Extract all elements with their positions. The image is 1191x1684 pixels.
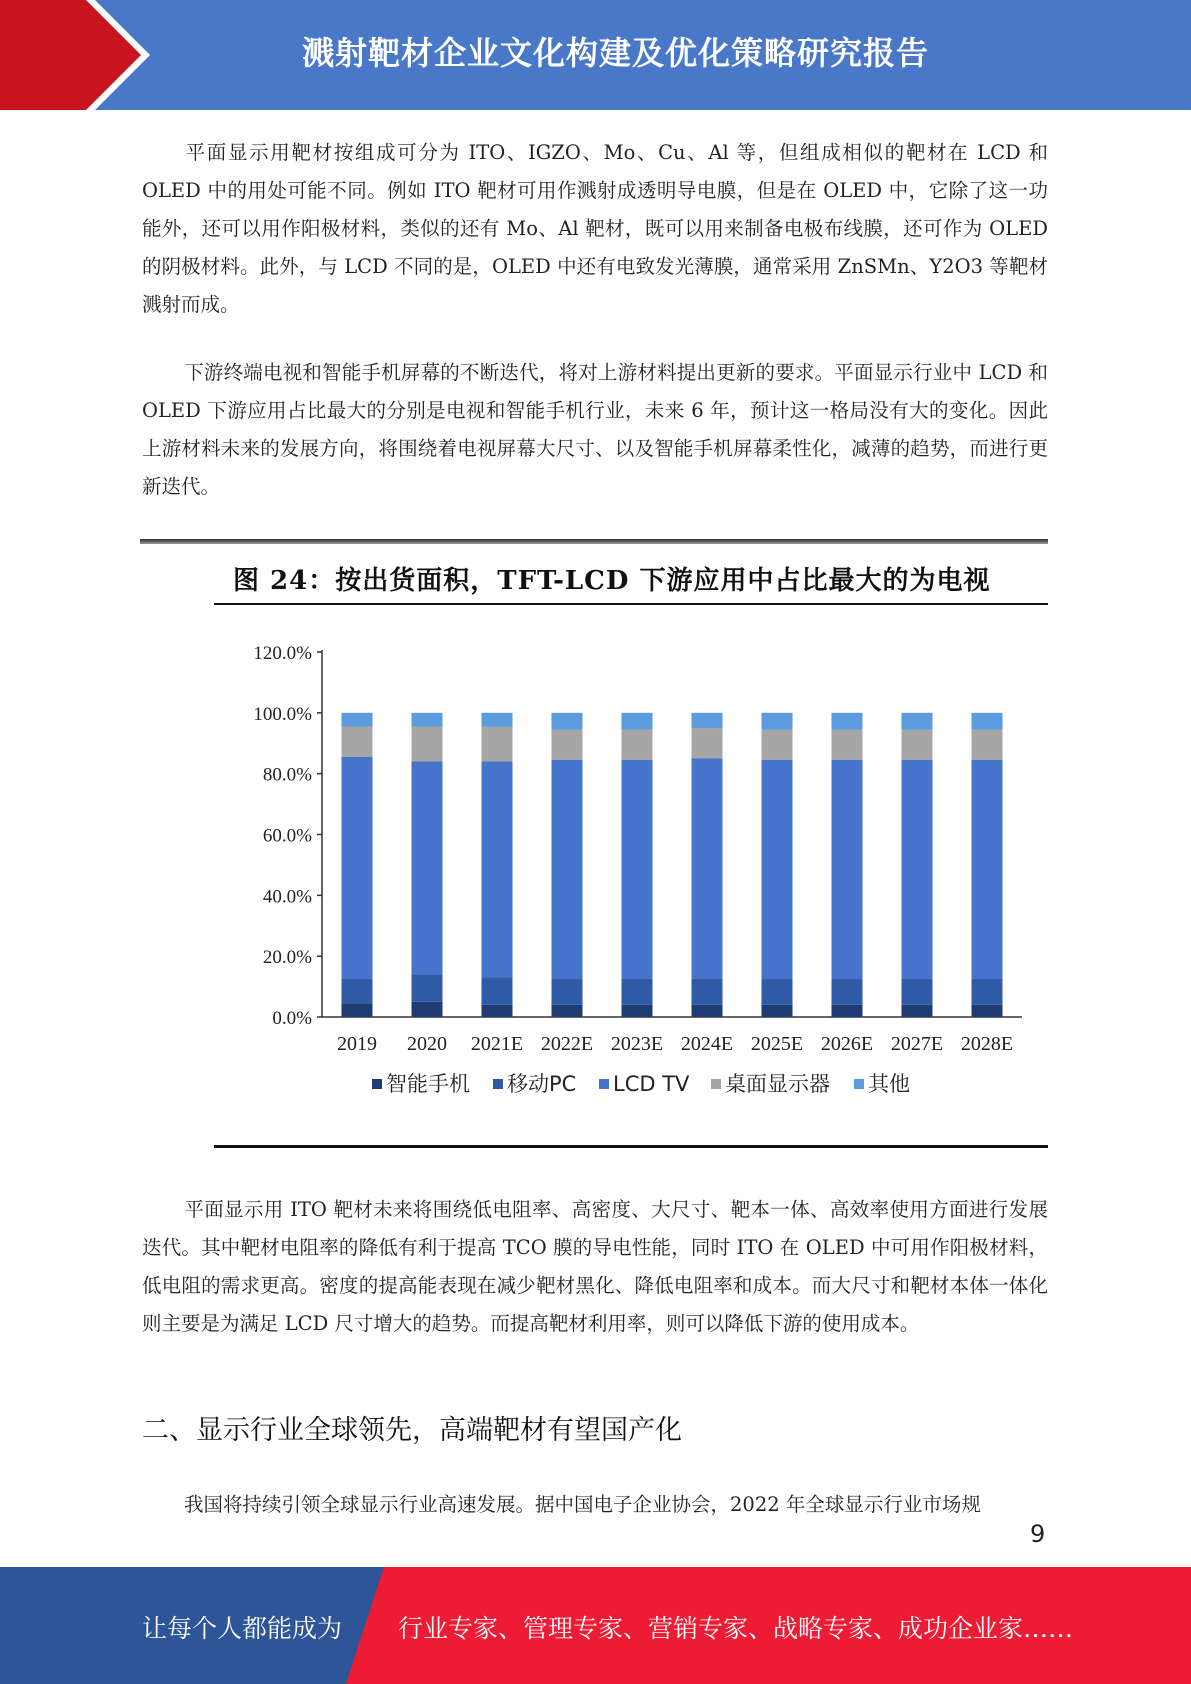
report-title: 溅射靶材企业文化构建及优化策略研究报告	[302, 34, 930, 72]
bar-segment	[552, 1005, 583, 1017]
figure-title-rule	[214, 603, 1048, 605]
paragraph-text: 下游终端电视和智能手机屏幕的不断迭代，将对上游材料提出更新的要求。平面显示行业中 LCD 和 OLED 下游应用占比最大的分别是电视和智能手机行业，未来 6 年，预计这一格局没有大的变化。因此上游材料未来的发展方向，将围绕着电视屏幕大尺寸、以及智能手机屏幕柔性化，减薄的趋势，而进行更新迭代。	[142, 361, 1048, 498]
legend-swatch	[493, 1079, 503, 1089]
paragraph-text: 我国将持续引领全球显示行业高速发展。据中国电子企业协会，2022 年全球显示行业市场规	[184, 1493, 981, 1516]
bar-segment	[622, 1005, 653, 1017]
bar-segment	[622, 730, 653, 760]
paragraph-text: 平面显示用 ITO 靶材未来将围绕低电阻率、高密度、大尺寸、靶本一体、高效率使用方面进行发展迭代。其中靶材电阻率的降低有利于提高 TCO 膜的导电性能，同时 ITO 在 OLED 中可用作阳极材料，低电阻的需求更高。密度的提高能表现在减少靶材黑化、降低电阻率和成本。而大尺寸和靶材本体一体化则主要是为满足 LCD 尺寸增大的趋势。而提高靶材利用率，则可以降低下游的使用成本。	[142, 1198, 1048, 1335]
bar-segment	[972, 760, 1003, 979]
x-tick-label: 2027E	[890, 1033, 944, 1055]
footer-slogan-right: 行业专家、管理专家、营销专家、战略专家、成功企业家……	[398, 1614, 1074, 1643]
legend-swatch	[854, 1079, 864, 1089]
figure-title: 图 24：按出货面积，TFT-LCD 下游应用中占比最大的为电视	[233, 566, 991, 596]
legend-swatch	[711, 1079, 721, 1089]
bar-segment	[552, 979, 583, 1005]
section-heading: 二、显示行业全球领先，高端靶材有望国产化	[142, 1415, 682, 1446]
body-paragraph-3	[142, 1191, 1048, 1343]
stacked-bar-chart	[214, 620, 1048, 1140]
bar-segment	[482, 977, 513, 1004]
bar-segment	[552, 760, 583, 979]
bar-segment	[902, 979, 933, 1005]
body-paragraph-2	[142, 354, 1048, 506]
bar-segment	[762, 1005, 793, 1017]
bar-segment	[692, 758, 723, 979]
body-paragraph-4	[142, 1486, 1048, 1524]
figure-top-rule	[140, 539, 1048, 544]
y-tick-label: 100.0%	[253, 703, 312, 725]
bar-segment	[972, 979, 1003, 1005]
bar-segment	[762, 713, 793, 730]
bar-segment	[482, 727, 513, 762]
x-tick-label: 2019	[337, 1033, 377, 1055]
footer-slogan-left: 让每个人都能成为	[142, 1614, 343, 1643]
legend-label: LCD TV	[613, 1072, 690, 1096]
figure-bottom-rule	[214, 1145, 1048, 1148]
x-tick-label: 2026E	[820, 1033, 874, 1055]
bar-segment	[972, 1005, 1003, 1017]
bar-segment	[412, 713, 443, 727]
y-tick-label: 120.0%	[253, 643, 312, 664]
legend-swatch	[599, 1079, 609, 1089]
bar-segment	[552, 713, 583, 730]
x-tick-label: 2025E	[750, 1033, 804, 1055]
header-arrow-graphic	[0, 0, 175, 110]
y-tick-label: 80.0%	[262, 764, 312, 786]
body-paragraph-1	[142, 134, 1048, 324]
bar-segment	[342, 713, 373, 727]
legend-label: 其他	[868, 1072, 910, 1096]
bar-segment	[692, 728, 723, 758]
bar-segment	[482, 762, 513, 978]
legend-label: 智能手机	[386, 1072, 470, 1096]
bar-segment	[342, 757, 373, 979]
bar-segment	[342, 727, 373, 757]
y-tick-label: 40.0%	[262, 886, 312, 908]
bar-segment	[692, 1005, 723, 1017]
bar-segment	[482, 1005, 513, 1017]
bar-segment	[972, 730, 1003, 760]
bar-segment	[762, 979, 793, 1005]
bar-segment	[622, 979, 653, 1005]
bar-segment	[972, 713, 1003, 730]
bar-segment	[832, 713, 863, 730]
bar-segment	[902, 760, 933, 979]
bar-segment	[622, 760, 653, 979]
bar-segment	[412, 1002, 443, 1017]
bar-segment	[902, 1005, 933, 1017]
bar-segment	[412, 762, 443, 975]
page-number: 9	[1030, 1520, 1046, 1548]
x-tick-label: 2022E	[540, 1033, 594, 1055]
bar-segment	[412, 974, 443, 1001]
x-tick-label: 2023E	[610, 1033, 664, 1055]
bar-segment	[902, 730, 933, 760]
x-tick-label: 2028E	[960, 1033, 1014, 1055]
bar-segment	[342, 979, 373, 1003]
legend-swatch	[372, 1079, 382, 1089]
bar-segment	[832, 1005, 863, 1017]
footer-banner	[0, 1567, 1191, 1684]
bar-segment	[412, 727, 443, 762]
bar-segment	[762, 730, 793, 760]
bar-segment	[622, 713, 653, 730]
legend-label: 移动PC	[507, 1072, 577, 1096]
bar-segment	[342, 1003, 373, 1017]
x-tick-label: 2024E	[680, 1033, 734, 1055]
y-tick-label: 0.0%	[272, 1008, 312, 1029]
header-banner	[0, 0, 1191, 110]
x-tick-label: 2020	[407, 1033, 447, 1055]
bar-segment	[832, 979, 863, 1005]
legend-label: 桌面显示器	[725, 1072, 830, 1096]
bar-segment	[832, 760, 863, 979]
bar-segment	[692, 979, 723, 1005]
y-tick-label: 20.0%	[262, 947, 312, 969]
bar-segment	[692, 713, 723, 728]
paragraph-text: 平面显示用靶材按组成可分为 ITO、IGZO、Mo、Cu、Al 等，但组成相似的靶材在 LCD 和 OLED 中的用处可能不同。例如 ITO 靶材可用作溅射成透明导电膜，但是在 OLED 中，它除了这一功能外，还可以用作阳极材料，类似的还有 Mo、Al 靶材，既可以用来制备电极布线膜，还可作为 OLED 的阴极材料。此外，与 LCD 不同的是，OLED 中还有电致发光薄膜，通常采用 ZnSMn、Y2O3 等靶材溅射而成。	[142, 141, 1048, 316]
x-tick-label: 2021E	[470, 1033, 524, 1055]
y-tick-label: 60.0%	[262, 825, 312, 847]
bar-segment	[762, 760, 793, 979]
bar-segment	[552, 730, 583, 760]
bar-segment	[832, 730, 863, 760]
bar-segment	[902, 713, 933, 730]
bar-segment	[482, 713, 513, 727]
